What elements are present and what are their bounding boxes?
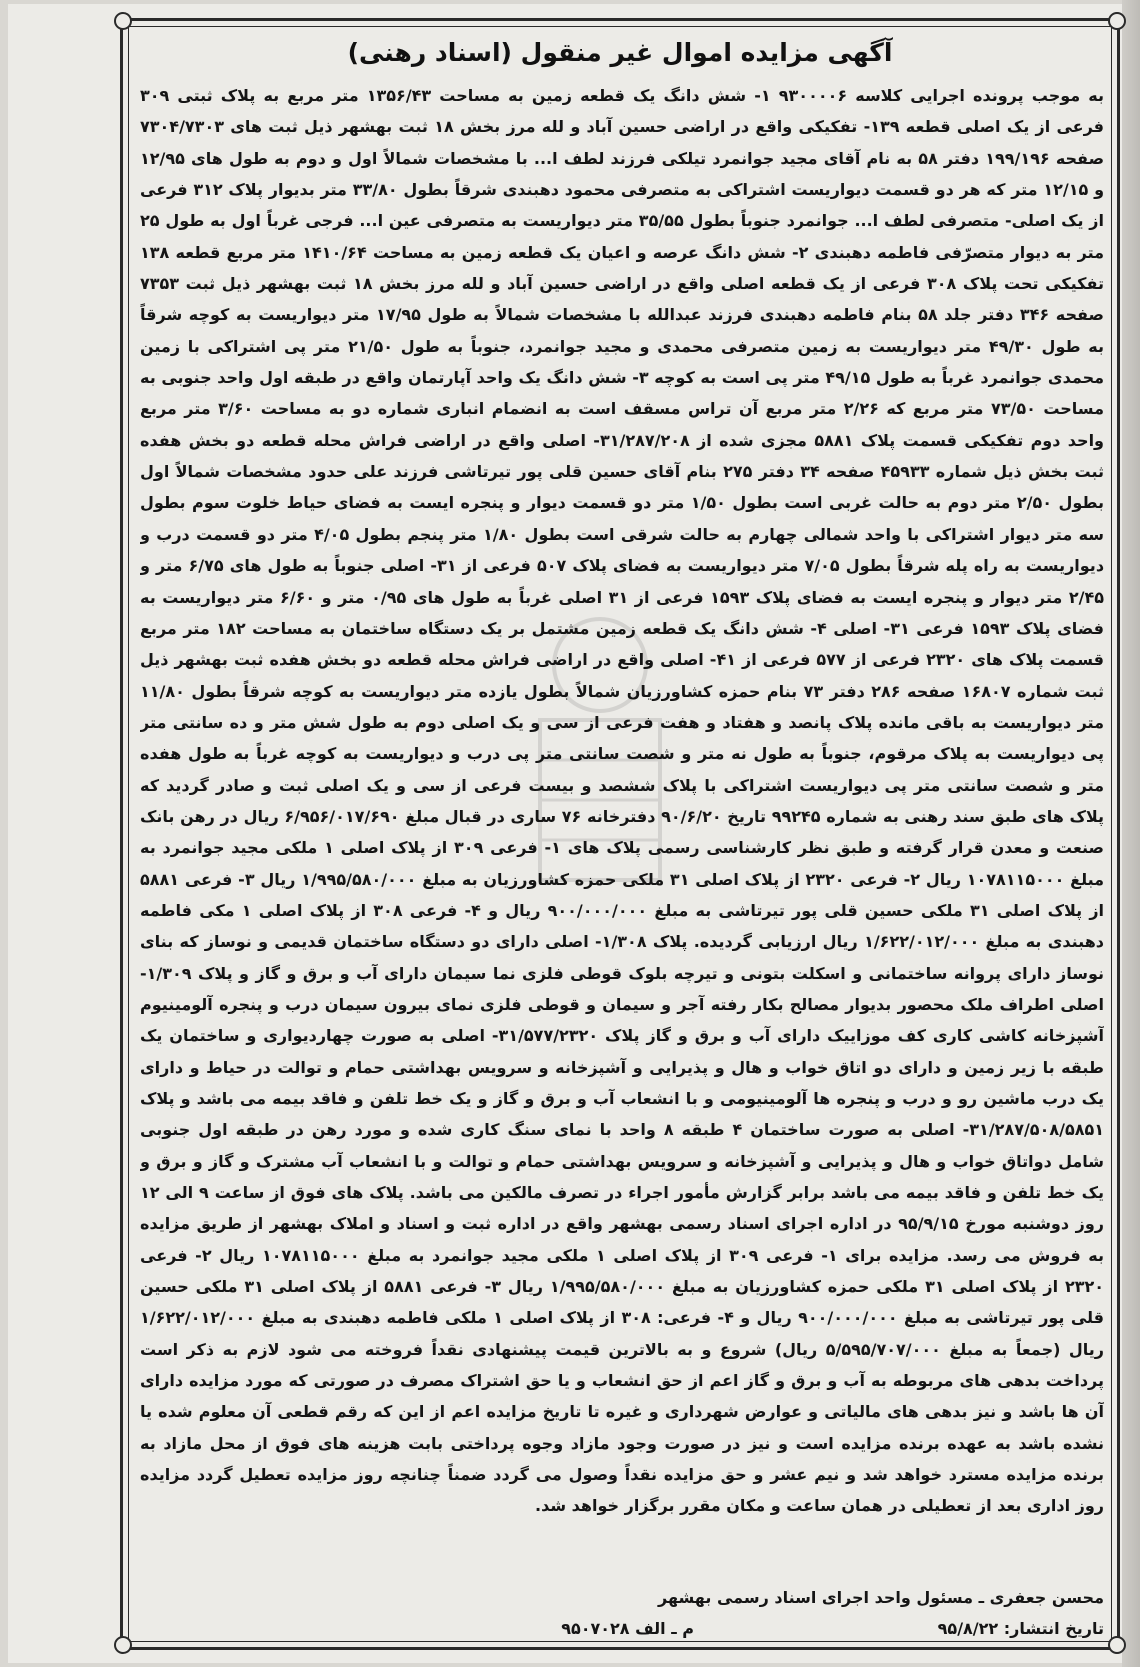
notice-footer — [140, 1614, 1104, 1644]
frame-corner-ornament — [1108, 12, 1126, 30]
frame-corner-ornament — [114, 12, 132, 30]
publish-date: تاریخ انتشار: ۹۵/۸/۲۲ — [937, 1619, 1104, 1638]
page-edge — [1122, 0, 1140, 1667]
reference-code: م ـ الف ۹۵۰۷۰۲۸ — [561, 1619, 694, 1638]
notice-title: آگهی مزایده اموال غیر منقول (اسناد رهنی) — [347, 38, 893, 67]
frame-corner-ornament — [1108, 1636, 1126, 1654]
frame-corner-ornament — [114, 1636, 132, 1654]
signature-line: محسن جعفری ـ مسئول واحد اجرای اسناد رسمی بهشهر — [658, 1588, 1104, 1607]
notice-body: به موجب پرونده اجرایی کلاسه ۹۳۰۰۰۰۶ ۱- شش دانگ یک قطعه زمین به مساحت ۱۳۵۶/۴۳ متر مربع به پلاک ثبتی ۳۰۹ فرعی از یک اصلی قطعه ۱۳۹- تفکیکی واقع در اراضی حسین آباد و لله مرز بخش ۱۸ ثبت بهشهر ذیل ثبت های ۷۳۰۴/۷۳۰۳ صفحه ۱۹۹/۱۹۶ دفتر ۵۸ به نام آقای مجید جوانمرد تیلکی فرزند لطف ا... با مشخصات شمالاً اول و دوم به طول های ۱۲/۹۵ و ۱۲/۱۵ متر که هر دو قسمت دیواریست اشتراکی به متصرفی محمود دهبندی شرقاً بطول ۳۳/۸۰ متر بدیوار پلاک ۳۱۲ فرعی از یک اصلی- متصرفی لطف ا... جوانمرد جنوباً بطول ۳۵/۵۵ متر دیواریست به متصرفی عین ا... فرجی غرباً اول به طول ۲۵ متر به دیوار متصرّفی فاطمه دهبندی ۲- شش دانگ عرصه و اعیان یک قطعه زمین به مساحت ۱۴۱۰/۶۴ متر مربع قطعه ۱۳۸ تفکیکی تحت پلاک ۳۰۸ فرعی از یک قطعه اصلی واقع در اراضی حسین آباد و لله مرز بخش ۱۸ ثبت بهشهر ذیل ثبت ۷۳۵۳ صفحه ۳۴۶ دفتر جلد ۵۸ بنام فاطمه دهبندی فرزند عبدالله با مشخصات شمالاً به طول ۱۷/۹۵ متر دیواریست به کوچه شرقاً به طول ۴۹/۳۰ متر دیواریست به زمین متصرفی محمدی و مجید جوانمرد، جنوباً به طول ۲۱/۵۰ متر پی اشتراکی با زمین محمدی جوانمرد غرباً به طول ۴۹/۱۵ متر پی است به کوچه ۳- شش دانگ یک واحد آپارتمان واقع در طبقه اول واحد جنوبی به مساحت ۷۳/۵۰ متر مربع که ۲/۲۶ متر مربع آن تراس مسقف است به انضمام انباری شماره دو به مساحت ۳/۶۰ متر مربع واحد دوم تفکیکی قسمت پلاک ۵۸۸۱ مجزی شده از ۳۱/۲۸۷/۲۰۸- اصلی واقع در اراضی فراش محله قطعه دو بخش هفده ثبت بخش ذیل شماره ۴۵۹۳۳ صفحه ۳۴ دفتر ۲۷۵ بنام آقای حسین قلی پور تیرتاشی فرزند علی حدود مشخصات شمالاً اول بطول ۲/۵۰ متر دوم به حالت غربی است بطول ۱/۵۰ متر دو قسمت دیوار و پنجره ایست به فضای حیاط خلوت سوم بطول سه متر دیوار اشتراکی با واحد شمالی چهارم به حالت شرقی است بطول ۱/۸۰ متر پنجم بطول ۴/۰۵ متر دو قسمت درب و دیواریست به راه پله شرقاً بطول ۷/۰۵ متر دیواریست به فضای پلاک ۵۰۷ فرعی از ۳۱- اصلی جنوباً به طول های ۶/۷۵ متر و ۲/۴۵ متر دیوار و پنجره ایست به فضای پلاک ۱۵۹۳ فرعی از ۳۱ اصلی غرباً به طول های ۰/۹۵ متر و ۶/۶۰ متر دیواریست به فضای پلاک ۱۵۹۳ فرعی ۳۱- اصلی ۴- شش دانگ یک قطعه زمین مشتمل بر یک دستگاه ساختمان به مساحت ۱۸۲ متر مربع قسمت پلاک های ۲۳۲۰ فرعی از ۵۷۷ فرعی از ۴۱- اصلی واقع در اراضی فراش محله قطعه دو بخش هفده ثبت بهشهر ذیل ثبت شماره ۱۶۸۰۷ صفحه ۲۸۶ دفتر ۷۳ بنام حمزه کشاورزیان شمالاً بطول یازده متر دیواریست به کوچه شرقاً بطول ۱۱/۸۰ متر دیواریست به باقی مانده پلاک پانصد و هفتاد و هفت فرعی از سی و یک اصلی دوم به طول شش متر و ده سانتی متر پی دیواریست به پلاک مرقوم، جنوباً به طول نه متر و شصت سانتی متر پی درب و دیواریست به کوچه غرباً به طول هفده متر و شصت سانتی متر پی دیواریست اشتراکی با پلاک ششصد و بیست فرعی از سی و یک اصلی ثبت و صادر گردید که پلاک های طبق سند رهنی به شماره ۹۹۲۴۵ تاریخ ۹۰/۶/۲۰ دفترخانه ۷۶ ساری در قبال مبلغ ۶/۹۵۶/۰۱۷/۶۹۰ ریال در رهن بانک صنعت و معدن قرار گرفته و طبق نظر کارشناسی رسمی پلاک های ۱- فرعی ۳۰۹ از پلاک اصلی ۱ ملکی مجید جوانمرد به مبلغ ۱۰۷۸۱۱۵۰۰۰ ریال ۲- فرعی ۲۳۲۰ از پلاک اصلی ۳۱ ملکی حمزه کشاورزیان به مبلغ ۱/۹۹۵/۵۸۰/۰۰۰ ریال ۳- فرعی ۵۸۸۱ از پلاک اصلی ۳۱ ملکی حسین قلی پور تیرتاشی به مبلغ ۹۰۰/۰۰۰/۰۰۰ ریال و ۴- فرعی ۳۰۸ از پلاک اصلی ۱ مکی فاطمه دهبندی به مبلغ ۱/۶۲۲/۰۱۲/۰۰۰ ریال ارزیابی گردیده. پلاک ۱/۳۰۸- اصلی دارای دو دستگاه ساختمان قدیمی و نوساز که بنای نوساز دارای پروانه ساختمانی و اسکلت بتونی و تیرچه بلوک قوطی فلزی نما سیمان دارای آب و برق و گاز و پلاک ۱/۳۰۹- اصلی اطراف ملک محصور بدیوار مصالح بکار رفته آجر و سیمان و قوطی فلزی نمای بیرون سیمان درب و پنجره آلومینیوم آشپزخانه کاشی کاری کف موزاییک دارای آب و برق و گاز پلاک ۳۱/۵۷۷/۲۳۲۰- اصلی به صورت چهاردیواری و ساختمان یک طبقه با زیر زمین و دارای دو اتاق خواب و هال و پذیرایی و آشپزخانه و سرویس بهداشتی حمام و توالت در حیاط و دارای یک درب ماشین رو و درب و پنجره ها آلومینیومی و با انشعاب آب و برق و گاز و یک خط تلفن و فاقد بیمه می باشد و پلاک ۳۱/۲۸۷/۵۰۸/۵۸۵۱- اصلی به صورت ساختمان ۴ طبقه ۸ واحد با نمای سنگ کاری شده و مورد رهن در طبقه اول جنوبی شامل دواتاق خواب و هال و پذیرایی و آشپزخانه و سرویس بهداشتی حمام و توالت و با انشعاب آب مشترک و گاز و برق و یک خط تلفن و فاقد بیمه می باشد برابر گزارش مأمور اجراء در تصرف مالکین می باشد. پلاک های فوق از ساعت ۹ الی ۱۲ روز دوشنبه مورخ ۹۵/۹/۱۵ در اداره اجرای اسناد رسمی بهشهر واقع در اداره ثبت و اسناد و املاک بهشهر از طریق مزایده به فروش می رسد. مزایده برای ۱- فرعی ۳۰۹ از پلاک اصلی ۱ ملکی مجید جوانمرد به مبلغ ۱۰۷۸۱۱۵۰۰۰ ریال ۲- فرعی ۲۳۲۰ از پلاک اصلی ۳۱ ملکی حمزه کشاورزیان به مبلغ ۱/۹۹۵/۵۸۰/۰۰۰ ریال ۳- فرعی ۵۸۸۱ از پلاک اصلی ۳۱ ملکی حسین قلی پور تیرتاشی به مبلغ ۹۰۰/۰۰۰/۰۰۰ ریال و ۴- فرعی: ۳۰۸ از پلاک اصلی ۱ ملکی فاطمه دهبندی به مبلغ ۱/۶۲۲/۰۱۲/۰۰۰ ریال (جمعاً به مبلغ ۵/۵۹۵/۷۰۷/۰۰۰ ریال) شروع و به بالاترین قیمت پیشنهادی نقداً فروخته می شود لازم به ذکر است پرداخت بدهی های مربوطه به آب و برق و گاز اعم از حق انشعاب و یا حق اشتراک مصرف در صورتی که مورد مزایده دارای آن ها باشد و نیز بدهی های مالیاتی و عوارض شهرداری و غیره تا تاریخ مزایده اعم از این که رقم قطعی آن معلوم شده یا نشده باشد به عهده برنده مزایده است و نیز در صورت وجود مازاد وجوه پرداختی بابت هزینه های فوق از محل مازاد به برنده مزایده مسترد خواهد شد و نیم عشر و حق مزایده نقداً وصول می گردد ضمناً چنانچه روز مزایده تعطیل گردد مزایده روز اداری بعد از تعطیلی در همان ساعت و مکان مقرر برگزار خواهد شد. — [140, 86, 1104, 1516]
